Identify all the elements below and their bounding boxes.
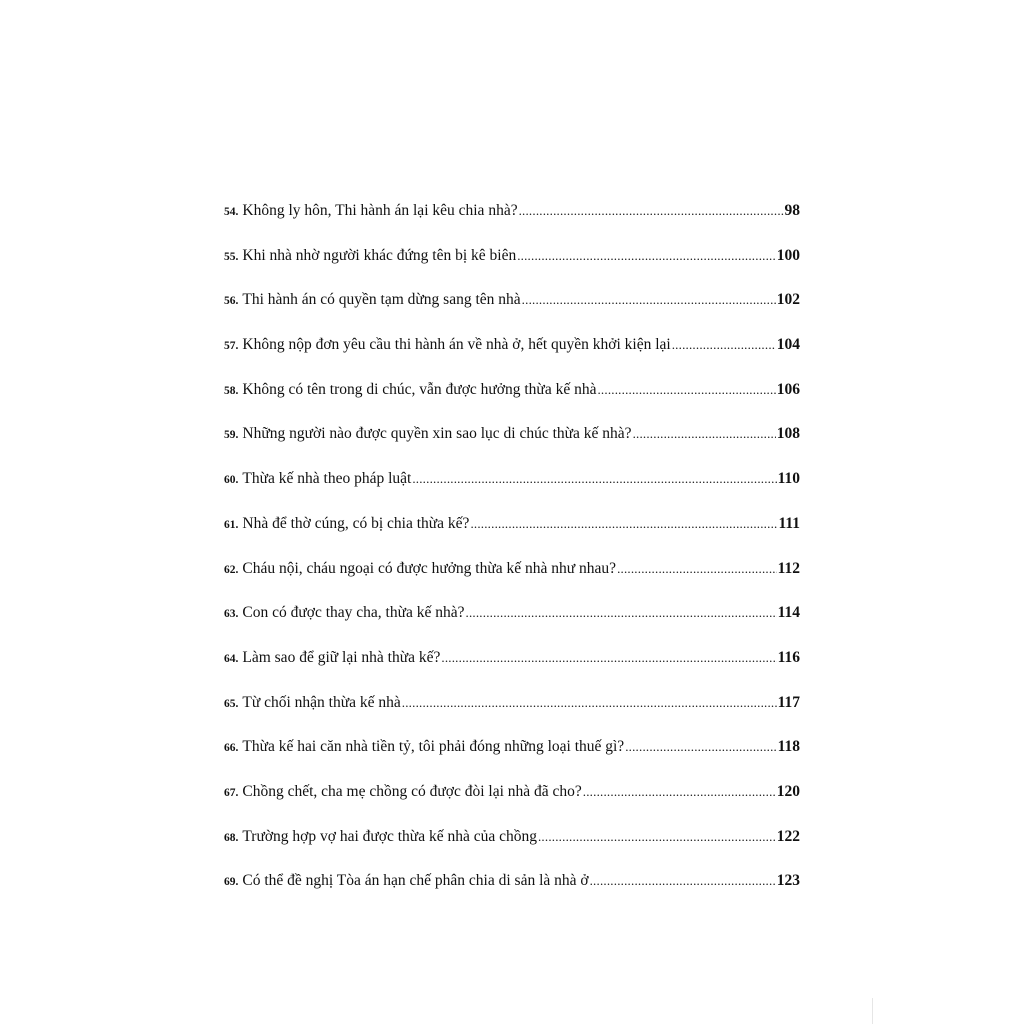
dot-leader	[672, 338, 776, 351]
toc-entry-page-number: 123	[776, 872, 800, 890]
toc-entry-page-number: 120	[776, 782, 800, 800]
toc-entry-page-number: 116	[777, 648, 800, 666]
toc-entry	[224, 202, 800, 247]
dot-leader	[597, 383, 775, 396]
toc-entry-number: 60.	[224, 474, 239, 487]
toc-entry-number: 61.	[224, 518, 239, 531]
toc-entry	[224, 649, 800, 694]
toc-entry	[224, 381, 800, 426]
toc-entry	[224, 425, 800, 470]
dot-leader	[402, 696, 777, 709]
toc-entry-number: 59.	[224, 429, 239, 442]
table-of-contents	[224, 202, 800, 917]
dot-leader	[590, 874, 776, 887]
toc-entry-title: Không có tên trong di chúc, vẫn được hưởng thừa kế nhà	[242, 380, 597, 398]
toc-entry-page-number: 106	[776, 380, 800, 398]
toc-entry-title: Những người nào được quyền xin sao lục di chúc thừa kế nhà?	[242, 425, 632, 443]
toc-entry-page-number: 108	[776, 425, 800, 443]
toc-entry-page-number: 104	[776, 336, 800, 354]
toc-entry-number: 64.	[224, 652, 239, 665]
toc-entry	[224, 828, 800, 873]
toc-entry-title: Từ chối nhận thừa kế nhà	[242, 693, 401, 711]
toc-entry-number: 56.	[224, 295, 239, 308]
toc-entry	[224, 336, 800, 381]
toc-entry-title: Chồng chết, cha mẹ chồng có được đòi lại nhà đã cho?	[242, 782, 582, 800]
toc-entry-page-number: 114	[777, 604, 800, 622]
toc-entry-title: Trường hợp vợ hai được thừa kế nhà của chồng	[242, 827, 537, 845]
toc-entry-number: 55.	[224, 250, 239, 263]
toc-entry-page-number: 118	[777, 738, 800, 756]
toc-entry-number: 54.	[224, 206, 239, 218]
dot-leader	[466, 606, 777, 619]
toc-entry-title: Có thể đề nghị Tòa án hạn chế phân chia di sản là nhà ở	[242, 872, 589, 890]
toc-entry	[224, 694, 800, 739]
dot-leader	[412, 472, 776, 485]
toc-entry	[224, 560, 800, 605]
toc-entry-number: 58.	[224, 384, 239, 397]
toc-entry-title: Không ly hôn, Thi hành án lại kêu chia nhà?	[242, 202, 518, 219]
toc-entry-page-number: 110	[777, 470, 800, 488]
toc-entry	[224, 291, 800, 336]
toc-entry-page-number: 98	[784, 202, 800, 219]
toc-entry-number: 66.	[224, 742, 239, 755]
dot-leader	[470, 517, 777, 530]
toc-entry	[224, 738, 800, 783]
toc-entry	[224, 470, 800, 515]
toc-entry-number: 68.	[224, 831, 239, 844]
toc-entry-number: 57.	[224, 340, 239, 353]
dot-leader	[625, 740, 776, 753]
toc-entry-title: Khi nhà nhờ người khác đứng tên bị kê biên	[242, 246, 517, 264]
dot-leader	[519, 204, 784, 217]
toc-entry	[224, 783, 800, 828]
dot-leader	[633, 427, 776, 440]
dot-leader	[583, 785, 776, 798]
dot-leader	[517, 249, 776, 262]
dot-leader	[522, 293, 776, 306]
toc-entry-page-number: 117	[777, 693, 800, 711]
toc-entry-title: Thừa kế hai căn nhà tiền tỷ, tôi phải đóng những loại thuế gì?	[242, 738, 625, 756]
toc-entry-title: Nhà để thờ cúng, có bị chia thừa kế?	[242, 514, 470, 532]
toc-entry-page-number: 112	[777, 559, 800, 577]
toc-entry	[224, 247, 800, 292]
toc-entry	[224, 604, 800, 649]
toc-entry-title: Cháu nội, cháu ngoại có được hưởng thừa kế nhà như nhau?	[242, 559, 617, 577]
page-edge-divider	[872, 998, 873, 1024]
toc-entry-page-number: 102	[776, 291, 800, 309]
toc-entry-number: 63.	[224, 608, 239, 621]
toc-entry	[224, 872, 800, 917]
toc-entry-number: 69.	[224, 876, 239, 889]
toc-entry-title: Không nộp đơn yêu cầu thi hành án về nhà ở, hết quyền khởi kiện lại	[242, 336, 671, 354]
toc-entry-number: 65.	[224, 697, 239, 710]
dot-leader	[617, 562, 777, 575]
toc-entry-title: Thừa kế nhà theo pháp luật	[242, 470, 412, 488]
dot-leader	[441, 651, 776, 664]
toc-entry	[224, 515, 800, 560]
toc-entry-number: 62.	[224, 563, 239, 576]
toc-entry-number: 67.	[224, 786, 239, 799]
toc-entry-page-number: 100	[776, 246, 800, 264]
dot-leader	[538, 830, 776, 843]
toc-entry-title: Làm sao để giữ lại nhà thừa kế?	[242, 648, 441, 666]
toc-entry-page-number: 111	[778, 514, 800, 532]
toc-entry-title: Thi hành án có quyền tạm dừng sang tên nhà	[242, 291, 521, 309]
toc-entry-title: Con có được thay cha, thừa kế nhà?	[242, 604, 465, 622]
toc-entry-page-number: 122	[776, 827, 800, 845]
